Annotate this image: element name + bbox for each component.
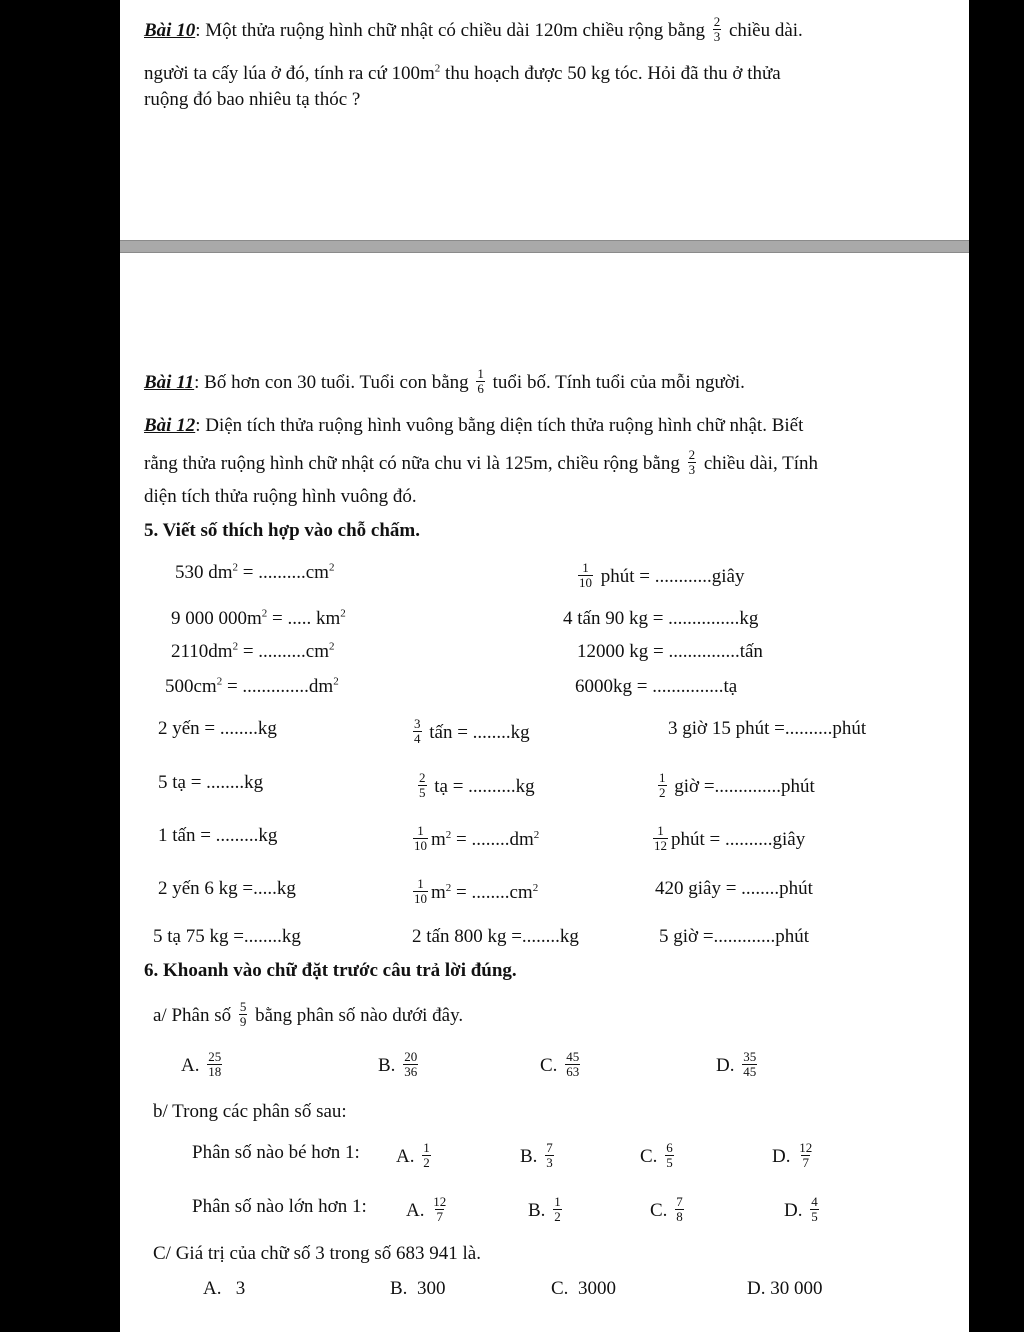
bai10-line3: ruộng đó bao nhiêu tạ thóc ? (144, 89, 361, 110)
fraction: $\frac{1}{12}$ (654, 823, 667, 854)
option-c-B[interactable]: B. 300 (390, 1278, 446, 1299)
convert-r1a: 530 $dm^2 = ..........cm^2$ (175, 561, 335, 583)
grid4-c3: 420 giây = ........phút (655, 878, 813, 899)
fraction: $\frac{12}{7}$ (433, 1194, 447, 1225)
fraction: $\frac{20}{36}$ (404, 1049, 418, 1080)
convert-r4b: 6000kg = ...............tạ (575, 676, 738, 697)
bai11-line: Bài 11: Bố hơn con 30 tuổi. Tuổi con bằng $\frac{1}{6}$ tuổi bố. Tính tuổi của mỗi người. (144, 366, 745, 397)
bai12-line1: Bài 12: Diện tích thửa ruộng hình vuông bằng diện tích thửa ruộng hình chữ nhật. Biết (144, 415, 804, 436)
convert-r2a: 9 000 $000m^2$ = ..... $km^2$ (171, 607, 346, 629)
fraction: $\frac{7}{8}$ (676, 1194, 683, 1225)
bai12-label: Bài 12 (144, 415, 196, 436)
bai10-line2: người ta cấy lúa ở đó, tính ra cứ $100m^2$ thu hoạch được 50 kg tóc. Hỏi đã thu ở thửa (144, 62, 781, 84)
fraction: $\frac{2}{3}$ (688, 447, 696, 478)
grid4-c2: $\frac{1}{10}$ $m^2 = ........cm^2$ (414, 876, 539, 907)
option-c-D[interactable]: D. 30 000 (747, 1278, 823, 1299)
bai10-label: Bài 10 (144, 20, 196, 42)
fraction: $\frac{2}{3}$ (713, 14, 721, 45)
fraction: $\frac{45}{63}$ (566, 1049, 580, 1080)
grid5-c2: 2 tấn 800 kg =........kg (412, 926, 579, 947)
option-c-C[interactable]: C. 3000 (551, 1278, 616, 1299)
grid2-c1: 5 tạ = ........kg (158, 772, 264, 793)
option-b1-C[interactable]: C. $\frac{6}{5}$ (640, 1140, 673, 1171)
fraction: $\frac{7}{3}$ (546, 1140, 553, 1171)
fraction: $\frac{1}{2}$ (423, 1140, 430, 1171)
grid4-c1: 2 yến 6 kg =.....kg (158, 878, 296, 899)
fraction: $\frac{5}{9}$ (239, 999, 247, 1030)
grid3-c3: $\frac{1}{12}$ phút = ..........giây (654, 823, 806, 854)
option-b2-C[interactable]: C. $\frac{7}{8}$ (650, 1194, 683, 1225)
option-b1-A[interactable]: A. $\frac{1}{2}$ (396, 1140, 430, 1171)
page-divider (120, 240, 969, 253)
fraction: $\frac{4}{5}$ (811, 1194, 818, 1225)
fraction: $\frac{1}{2}$ (659, 770, 666, 801)
grid3-c1: 1 tấn = .........kg (158, 825, 278, 846)
grid1-c3: 3 giờ 15 phút =..........phút (668, 718, 867, 739)
option-a-A[interactable]: A. $\frac{25}{18}$ (181, 1049, 222, 1080)
option-b2-A[interactable]: A. $\frac{12}{7}$ (406, 1194, 447, 1225)
question-a: a/ Phân số $\frac{5}{9}$ bằng phân số nào dưới đây. (153, 999, 464, 1030)
fraction: $\frac{1}{10}$ (414, 823, 427, 854)
convert-r1b: $\frac{1}{10}$ phút = ............giây (579, 560, 745, 591)
option-a-B[interactable]: B. $\frac{20}{36}$ (378, 1049, 418, 1080)
grid2-c3: $\frac{1}{2}$ giờ =..............phút (659, 770, 815, 801)
fraction: $\frac{3}{4}$ (414, 716, 421, 747)
question-b1: Phân số nào bé hơn 1: (192, 1142, 360, 1163)
option-b1-B[interactable]: B. $\frac{7}{3}$ (520, 1140, 553, 1171)
section6-title: 6. Khoanh vào chữ đặt trước câu trả lời đúng. (144, 960, 517, 981)
fraction: $\frac{2}{5}$ (419, 770, 426, 801)
fraction: $\frac{1}{10}$ (414, 876, 427, 907)
grid1-c2: $\frac{3}{4}$ tấn = ........kg (414, 716, 530, 747)
convert-r2b: 4 tấn 90 kg = ...............kg (563, 608, 759, 629)
bai10-line1: Bài 10: Một thửa ruộng hình chữ nhật có chiều dài 120m chiều rộng bằng $\frac{2}{3}$ chiều dài. (144, 14, 803, 45)
grid1-c1: 2 yến = ........kg (158, 718, 277, 739)
option-b2-B[interactable]: B. $\frac{1}{2}$ (528, 1194, 561, 1225)
option-c-A[interactable]: A. 3 (203, 1278, 246, 1299)
fraction: $\frac{1}{2}$ (554, 1194, 561, 1225)
option-a-C[interactable]: C. $\frac{45}{63}$ (540, 1049, 580, 1080)
fraction: $\frac{12}{7}$ (799, 1140, 813, 1171)
option-b1-D[interactable]: D. $\frac{12}{7}$ (772, 1140, 813, 1171)
bai11-label: Bài 11 (144, 372, 195, 394)
grid2-c2: $\frac{2}{5}$ tạ = ..........kg (419, 770, 535, 801)
bai12-line3: diện tích thửa ruộng hình vuông đó. (144, 486, 417, 507)
fraction: $\frac{1}{10}$ (579, 560, 592, 591)
question-c-title: C/ Giá trị của chữ số 3 trong số 683 941 là. (153, 1243, 481, 1264)
grid5-c1: 5 tạ 75 kg =........kg (153, 926, 301, 947)
convert-r3b: 12000 kg = ...............tấn (577, 641, 763, 662)
bai12-line2: rằng thửa ruộng hình chữ nhật có nữa chu vi là 125m, chiều rộng bằng $\frac{2}{3}$ chiều dài, Tính (144, 447, 818, 478)
question-b2: Phân số nào lớn hơn 1: (192, 1196, 367, 1217)
fraction: $\frac{35}{45}$ (743, 1049, 757, 1080)
convert-r3a: $2110dm^2 = ..........cm^2$ (171, 640, 335, 662)
grid3-c2: $\frac{1}{10}$ $m^2 = ........dm^2$ (414, 823, 540, 854)
option-b2-D[interactable]: D. $\frac{4}{5}$ (784, 1194, 818, 1225)
section5-title: 5. Viết số thích hợp vào chỗ chấm. (144, 520, 421, 541)
question-b-title: b/ Trong các phân số sau: (153, 1101, 347, 1122)
option-a-D[interactable]: D. $\frac{35}{45}$ (716, 1049, 757, 1080)
grid5-c3: 5 giờ =.............phút (659, 926, 810, 947)
fraction: $\frac{6}{5}$ (666, 1140, 673, 1171)
convert-r4a: $500cm^2 = ..............dm^2$ (165, 675, 339, 697)
fraction: $\frac{25}{18}$ (208, 1049, 222, 1080)
fraction: $\frac{1}{6}$ (477, 366, 484, 397)
